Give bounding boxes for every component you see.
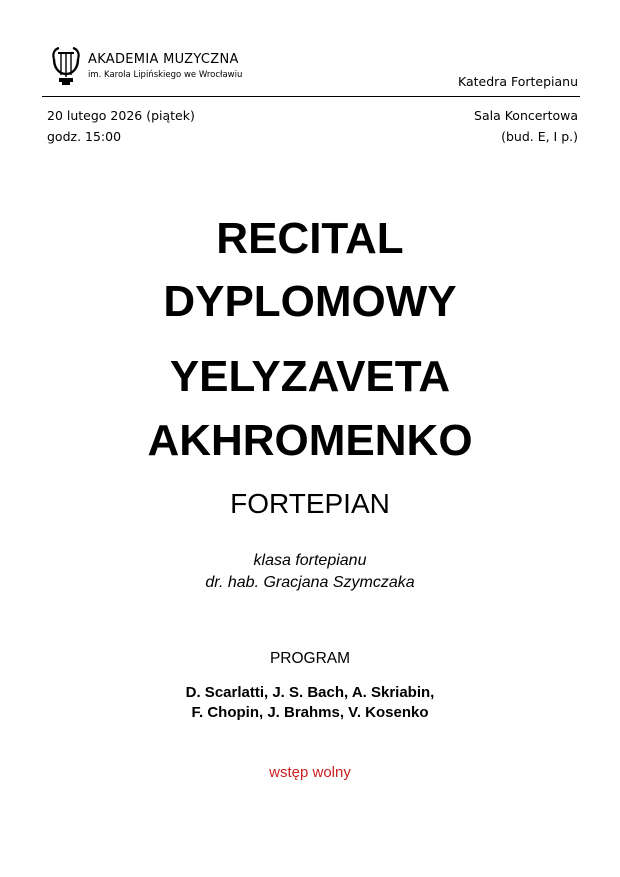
program-composers xyxy=(0,683,620,723)
event-date: 20 lutego 2026 (piątek) xyxy=(47,108,195,123)
composers-line-2: F. Chopin, J. Brahms, V. Kosenko xyxy=(191,704,429,721)
org-subtitle: im. Karola Lipińskiego we Wrocławiu xyxy=(88,70,243,80)
title-line-1: RECITAL xyxy=(216,214,404,263)
performer-last-name: AKHROMENKO xyxy=(147,416,473,465)
event-datetime xyxy=(47,105,195,147)
event-time: godz. 15:00 xyxy=(47,129,122,144)
teacher-name: dr. hab. Gracjana Szymczaka xyxy=(205,574,415,591)
org-name: AKADEMIA MUZYCZNA xyxy=(88,52,239,67)
lyre-logo-icon xyxy=(50,45,82,87)
department-label: Katedra Fortepianu xyxy=(458,74,578,89)
admission-note: wstęp wolny xyxy=(269,764,351,781)
instrument-label: FORTEPIAN xyxy=(230,488,390,519)
venue-name: Sala Koncertowa xyxy=(474,108,578,123)
venue-detail: (bud. E, I p.) xyxy=(501,129,578,144)
header-divider xyxy=(42,96,580,97)
title-line-2: DYPLOMOWY xyxy=(163,277,457,326)
event-venue xyxy=(474,105,578,147)
program-heading: PROGRAM xyxy=(269,650,351,667)
composers-line-1: D. Scarlatti, J. S. Bach, A. Skriabin, xyxy=(185,684,435,701)
teacher-class xyxy=(0,550,620,594)
performer-first-name: YELYZAVETA xyxy=(169,352,451,401)
class-label: klasa fortepianu xyxy=(253,552,367,569)
